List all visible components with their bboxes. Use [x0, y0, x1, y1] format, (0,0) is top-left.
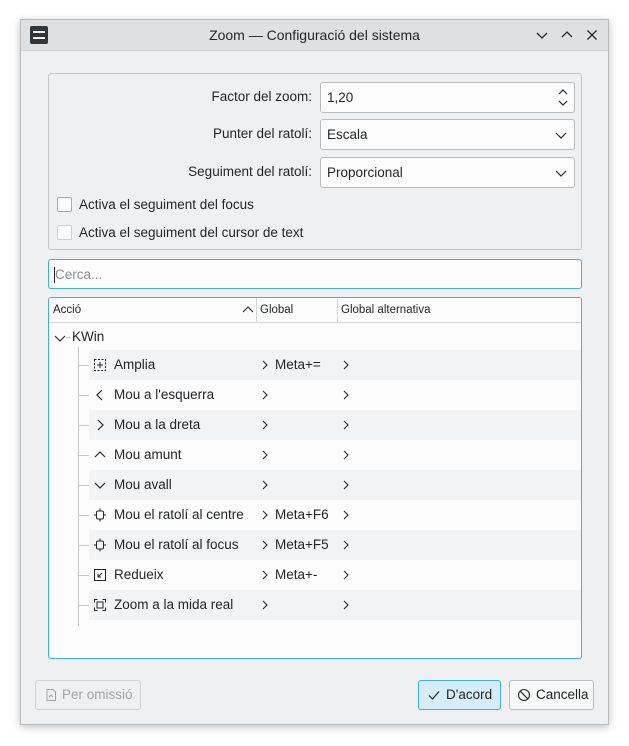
mouse-pointer-label: Punter del ratolí: — [212, 126, 312, 141]
action-label: Zoom a la mida real — [114, 597, 234, 612]
chevron-right-icon[interactable] — [341, 569, 351, 581]
window-title: Zoom — Configuració del sistema — [209, 27, 420, 43]
minimize-icon[interactable] — [532, 25, 552, 45]
chevron-down-icon — [554, 128, 568, 142]
chevron-right-icon[interactable] — [260, 599, 270, 611]
zoom-in-icon — [93, 358, 107, 372]
maximize-icon[interactable] — [557, 25, 577, 45]
chevron-right-icon[interactable] — [341, 389, 351, 401]
chevron-right-icon[interactable] — [341, 419, 351, 431]
zoom-factor-label: Factor del zoom: — [211, 89, 312, 104]
tree-line — [79, 455, 89, 456]
spin-down-icon[interactable] — [557, 98, 569, 108]
mouse-tracking-value: Proporcional — [327, 165, 403, 180]
action-label: Amplia — [114, 357, 156, 372]
chevron-right-icon[interactable] — [341, 449, 351, 461]
chevron-right-icon[interactable] — [260, 359, 270, 371]
text-cursor-tracking-checkbox[interactable] — [57, 225, 72, 240]
chevron-right-icon[interactable] — [341, 509, 351, 521]
global-shortcut[interactable]: Meta+= — [275, 357, 321, 372]
checkmark-icon — [427, 688, 441, 702]
tree-line — [78, 347, 79, 626]
settings-window — [20, 19, 609, 725]
zoom-factor-value: 1,20 — [327, 90, 354, 105]
mouse-pointer-value: Escala — [327, 127, 368, 142]
search-input[interactable] — [55, 260, 565, 288]
action-label: Redueix — [114, 567, 164, 582]
tree-line — [79, 485, 89, 486]
arrow-up-icon — [93, 448, 107, 462]
column-header-action[interactable]: Acció — [53, 304, 82, 316]
mouse-tracking-select[interactable] — [320, 157, 575, 188]
document-revert-icon — [44, 688, 58, 702]
global-shortcut[interactable]: Meta+- — [275, 567, 318, 582]
defaults-button[interactable] — [35, 680, 141, 710]
action-label: Mou el ratolí al centre — [114, 507, 244, 522]
tree-line — [79, 395, 89, 396]
arrow-down-icon — [93, 478, 107, 492]
mouse-pointer-select[interactable] — [320, 119, 575, 150]
table-row[interactable] — [89, 380, 581, 410]
search-field[interactable] — [48, 259, 582, 289]
action-label: Mou a l'esquerra — [114, 387, 215, 402]
tree-line — [79, 545, 89, 546]
table-row[interactable] — [89, 560, 581, 590]
table-row[interactable] — [89, 410, 581, 440]
table-row[interactable] — [89, 350, 581, 380]
defaults-button-label: Per omissió — [62, 687, 133, 702]
chevron-right-icon[interactable] — [341, 479, 351, 491]
mouse-focus-icon — [93, 538, 107, 552]
arrow-right-icon — [93, 418, 107, 432]
chevron-right-icon[interactable] — [260, 539, 270, 551]
tree-line — [79, 605, 89, 606]
table-row[interactable] — [89, 590, 581, 620]
shortcuts-tree[interactable] — [48, 297, 582, 659]
arrow-left-icon — [93, 388, 107, 402]
chevron-right-icon[interactable] — [260, 509, 270, 521]
chevron-right-icon[interactable] — [260, 569, 270, 581]
column-header-global-alt[interactable]: Global alternativa — [341, 304, 431, 316]
focus-tracking-label[interactable]: Activa el seguiment del focus — [79, 197, 254, 212]
chevron-right-icon[interactable] — [260, 389, 270, 401]
table-row[interactable] — [89, 530, 581, 560]
mouse-tracking-label: Seguiment del ratolí: — [188, 164, 312, 179]
tree-line — [66, 337, 71, 338]
chevron-right-icon[interactable] — [260, 419, 270, 431]
tree-line — [79, 575, 89, 576]
ok-button[interactable] — [418, 680, 501, 710]
tree-line — [79, 515, 89, 516]
close-icon[interactable] — [582, 25, 602, 45]
tree-line — [79, 425, 89, 426]
settings-group — [48, 73, 582, 250]
spin-up-icon[interactable] — [557, 87, 569, 97]
global-shortcut[interactable]: Meta+F5 — [275, 537, 329, 552]
tree-group-kwin[interactable]: KWin — [72, 329, 105, 344]
focus-tracking-checkbox[interactable] — [57, 197, 72, 212]
column-header-global[interactable]: Global — [260, 304, 294, 316]
text-cursor-tracking-label[interactable]: Activa el seguiment del cursor de text — [79, 225, 304, 240]
table-row[interactable] — [89, 500, 581, 530]
chevron-right-icon[interactable] — [341, 599, 351, 611]
cancel-icon — [517, 688, 531, 702]
action-label: Mou el ratolí al focus — [114, 537, 239, 552]
global-shortcut[interactable]: Meta+F6 — [275, 507, 329, 522]
chevron-down-icon — [554, 166, 568, 180]
action-label: Mou avall — [114, 477, 172, 492]
sort-ascending-icon — [242, 304, 254, 316]
cancel-button[interactable] — [509, 680, 594, 710]
cancel-button-label: Cancella — [536, 687, 589, 702]
tree-header — [49, 298, 581, 323]
action-label: Mou a la dreta — [114, 417, 201, 432]
chevron-right-icon[interactable] — [260, 449, 270, 461]
zoom-original-icon — [93, 598, 107, 612]
mouse-center-icon — [93, 508, 107, 522]
action-label: Mou amunt — [114, 447, 182, 462]
chevron-right-icon[interactable] — [341, 359, 351, 371]
tree-line — [79, 365, 89, 366]
zoom-factor-spinbox[interactable] — [320, 82, 575, 113]
ok-button-label: D'acord — [446, 687, 493, 702]
title-bar[interactable] — [21, 20, 608, 51]
zoom-out-icon — [93, 568, 107, 582]
table-row[interactable] — [89, 470, 581, 500]
chevron-right-icon[interactable] — [260, 479, 270, 491]
table-row[interactable] — [89, 440, 581, 470]
expand-chevron-icon[interactable] — [54, 332, 66, 344]
chevron-right-icon[interactable] — [341, 539, 351, 551]
